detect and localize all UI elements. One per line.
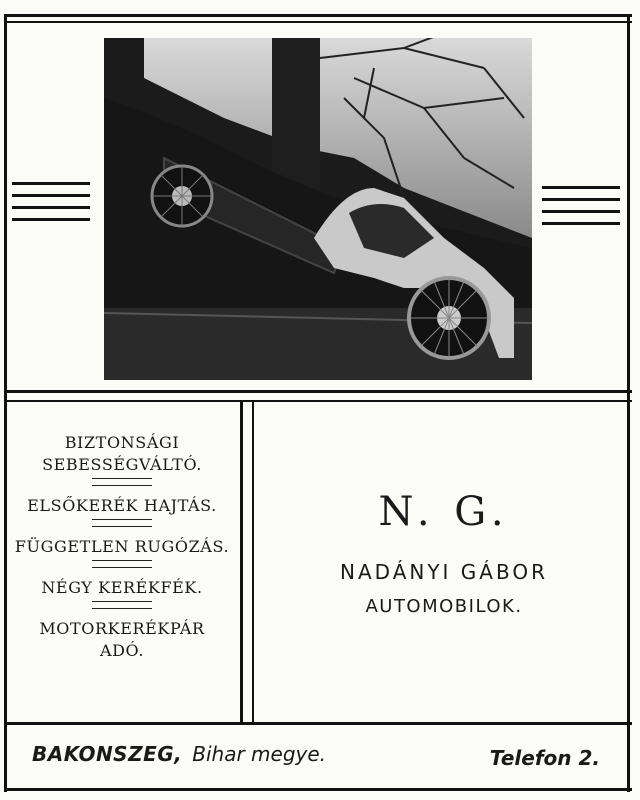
feature-line: FÜGGETLEN RUGÓZÁS.: [14, 537, 230, 556]
feature-separator: [92, 560, 152, 568]
vintage-car-photo-icon: [104, 38, 532, 380]
feature-item: [6, 577, 238, 609]
feature-separator: [92, 478, 152, 486]
feature-item: [6, 495, 238, 527]
feature-line: NÉGY KERÉKFÉK.: [41, 578, 203, 597]
footer-divider: [4, 722, 632, 725]
feature-item: [6, 536, 238, 568]
column-divider: [240, 402, 243, 724]
photo-divider-inner: [4, 400, 632, 402]
feature-list: [6, 432, 238, 671]
feature-item: [6, 432, 238, 486]
top-border-inner: [4, 21, 632, 23]
town: BAKONSZEG,: [32, 742, 183, 766]
feature-item: [6, 618, 238, 662]
left-border: [4, 14, 7, 792]
feature-line: BIZTONSÁGI: [64, 433, 180, 452]
business-type: AUTOMOBILOK.: [365, 596, 523, 617]
phone: Telefon 2.: [489, 746, 600, 770]
brand-block: [258, 488, 630, 617]
left-decoration-bars: [12, 182, 90, 230]
monogram: N. G.: [378, 489, 510, 535]
feature-line: MOTORKERÉKPÁR: [39, 619, 205, 638]
feature-line: SEBESSÉGVÁLTÓ.: [42, 455, 202, 474]
company-name: NADÁNYI GÁBOR: [340, 560, 548, 584]
right-border: [627, 14, 630, 792]
feature-separator: [92, 601, 152, 609]
top-border: [4, 14, 632, 17]
right-decoration-bars: [542, 186, 620, 234]
photo-divider: [4, 390, 632, 393]
feature-line: ADÓ.: [99, 641, 145, 660]
footer: [6, 738, 626, 778]
column-divider-inner: [252, 402, 254, 724]
car-photo: [104, 38, 532, 380]
feature-line: ELSŐKERÉK HAJTÁS.: [27, 496, 217, 515]
county: Bihar megye.: [192, 742, 327, 766]
bottom-border: [4, 788, 632, 791]
address: [32, 742, 326, 766]
feature-separator: [92, 519, 152, 527]
